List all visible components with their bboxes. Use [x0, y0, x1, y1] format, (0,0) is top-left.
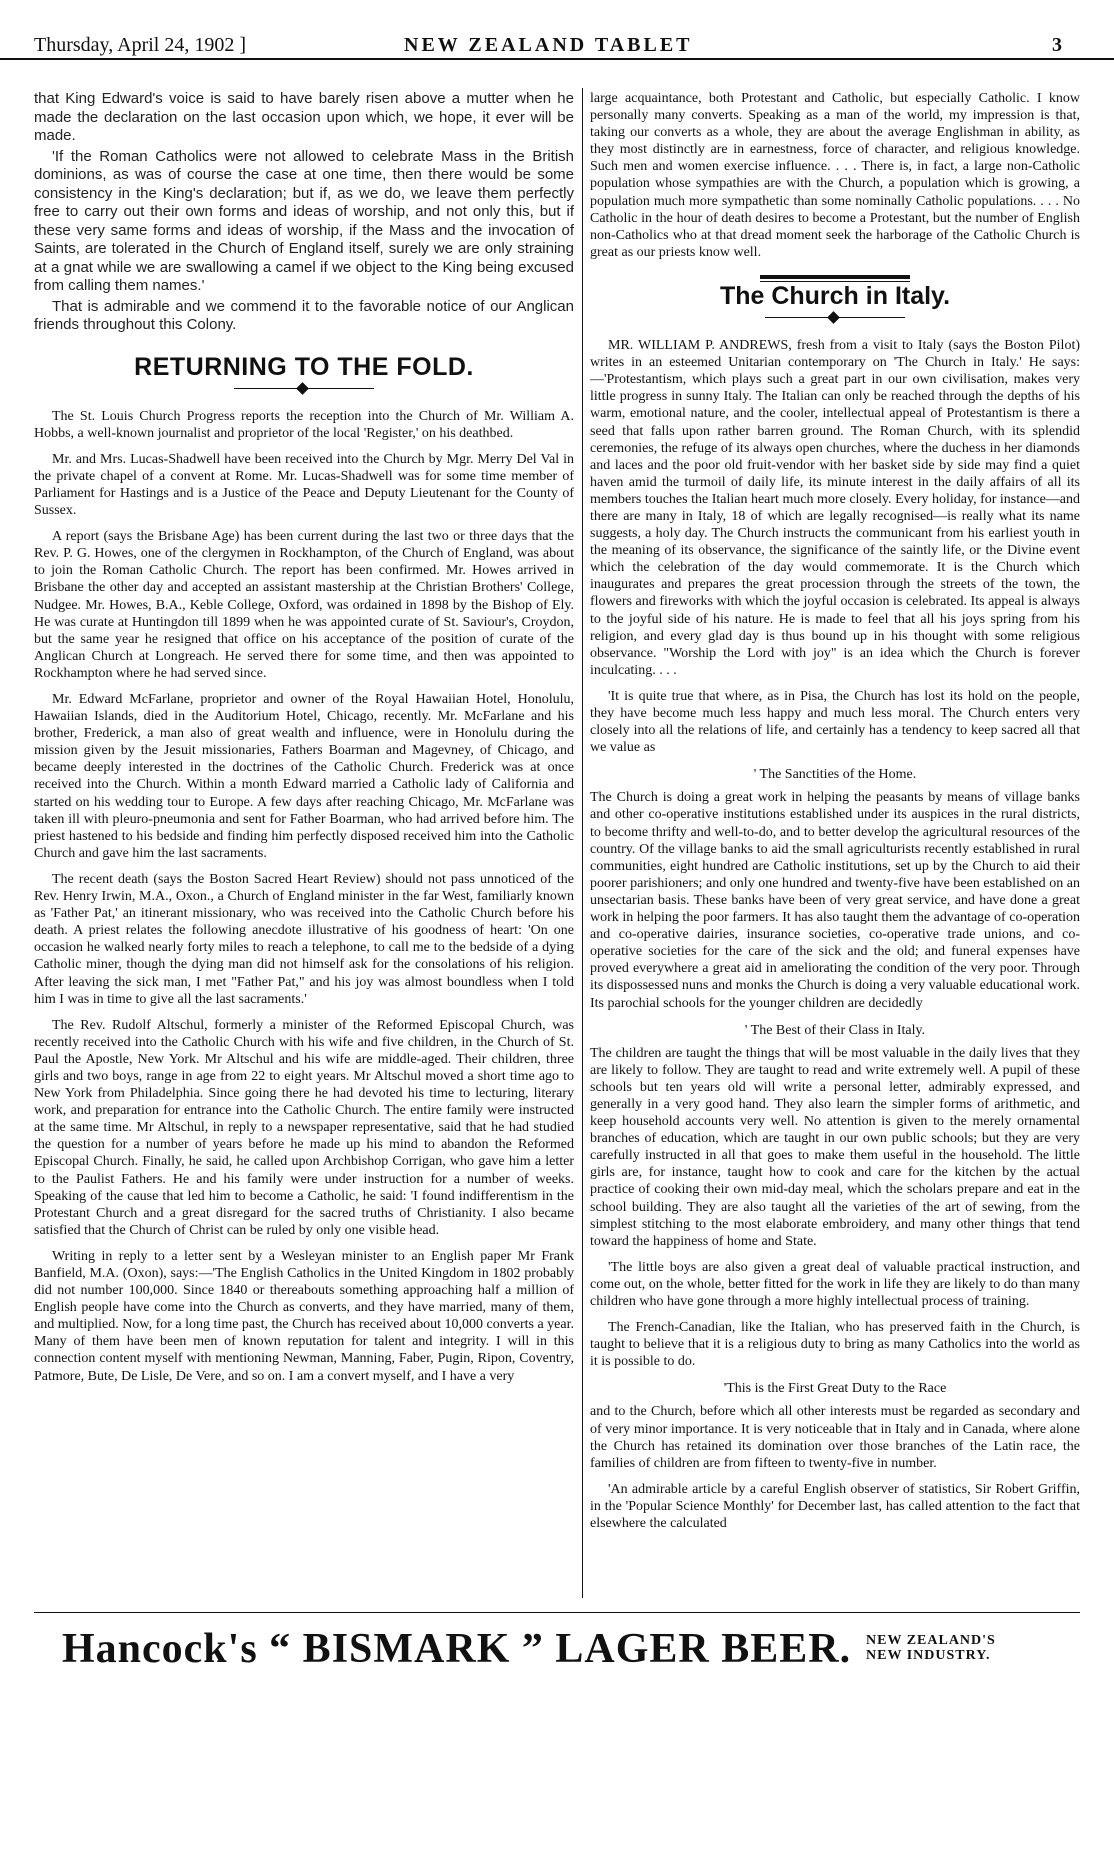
- continued-paragraph: large acquaintance, both Protestant and Catholic, but especially Catholic. I know personally many converts. Speaking as a man of the world, my impression is that, taking our converts as a whole, they are about the average Englishman in ability, as they most distinctly are in earnestness, force of character, and religious knowledge. Such men and women exercise influence. . . . There is, in fact, a large non-Catholic population whose sympathies are with the Church, a population which is growing, a population much more sympathetic than some nominally Catholic populations. . . . No Catholic in the hour of death desires to become a Protestant, but the number of English non-Catholics who at that dread moment seek the harborage of the Catholic Church is great as our priests know well.: [590, 91, 1080, 260]
- newspaper-title: NEW ZEALAND TABLET: [404, 34, 693, 56]
- article-paragraph: 'The little boys are also given a great deal of valuable practical instruction, and come out, on the whole, better fitted for the work in life they are likely to do than many children who have gone through a more highly intellectual process of training.: [590, 1259, 1080, 1309]
- article-heading-church-italy: The Church in Italy.: [719, 281, 951, 310]
- article-paragraph: MR. WILLIAM P. ANDREWS, fresh from a visit to Italy (says the Boston Pilot) writes in an esteemed Unitarian contemporary on 'The Church in Italy.' He says:—'Protestantism, which plays such a great part in our own civilisation, makes very little progress in sunny Italy. The Italian can only be reached through the depths of his warm, emotional nature, and the cooler, intellectual appeal of Protestantism is there a seed that falls upon rather barren ground. The Roman Church, with its splendid ceremonies, the refuge of its always open churches, where the duchess in her diamonds and laces and the poor old fruit-vendor with her basket side by side may find a quiet haven amid the turmoil of daily life, its minute interest in the daily affairs of all its members touches the Italian heart much more closely. Every holiday, for instance—and there are many in Italy, 18 of which are legally recognised—is really what its name suggests, a holy day. The Church instructs the communicant from his earliest youth in the meaning of its observance, the significance of the saintly life, or the Divine event which the celebration of the day would commemorate. It is the Church which inaugurates and prepares the great procession through the streets of the town, the flowers and fireworks with which the joyful occasion is celebrated. Its appeal is always to the joyful side of his nature. He is made to feel that all his joys spring from his religion, and every glad day is thus bound up in his thought with some religious observance. "Worship the Lord with joy" is an idea which the Church is forever inculcating. . . .: [590, 338, 1080, 678]
- advertisement-note-line: NEW ZEALAND'S: [866, 1633, 996, 1648]
- article-subhead: ' The Sanctities of the Home.: [753, 767, 917, 783]
- article-heading-returning: RETURNING TO THE FOLD.: [134, 352, 474, 381]
- article-paragraph: The St. Louis Church Progress reports the reception into the Church of Mr. William A. Hobbs, a well-known journalist and proprietor of the local 'Register,' on his deathbed.: [34, 408, 574, 441]
- article-paragraph: The French-Canadian, like the Italian, who has preserved faith in the Church, is taught to believe that it is a religious duty to bring as many Catholics into the world as it is possible to do.: [590, 1320, 1080, 1370]
- leadin-paragraph: That is admirable and we commend it to the favorable notice of our Anglican friends throughout this Colony.: [34, 297, 574, 333]
- article-paragraph: The recent death (says the Boston Sacred Heart Review) should not pass unnoticed of the Rev. Henry Irwin, M.A., Oxon., a Church of England minister in the far West, familiarly known as 'Father Pat,' an itinerant missionary, who was received into the Catholic Church before his death. A priest relates the following anecdote illustrative of his goodness of heart: 'On one occasion he walked nearly forty miles to reach a telephone, to call me to the bedside of a dying Catholic miner, though the dying man did not himself ask for the consolations of his religion. After leaving the sick man, I met "Father Pat," and his joy was almost boundless when I told him I was in time to give all the last sacraments.': [34, 871, 574, 1007]
- article-paragraph: Mr. Edward McFarlane, proprietor and owner of the Royal Hawaiian Hotel, Honolulu, Hawaiian Islands, died in the Auditorium Hotel, Chicago, recently. Mr. McFarlane and his brother, Frederick, a man also of great wealth and influence, were in Honolulu during the mission given by the Jesuit missionaries, Fathers Boarman and Magevney, of Chicago, and became deeply interested in the doctrines of the Catholic Church. Frederick was at once received into the Church. Within a month Edward married a Catholic lady of California and started on his wedding tour to Europe. A few days after reaching Chicago, Mr. McFarlane was taken ill with pleuro-pneumonia and sent for Father Boarman, who had arrived before him. The priest hastened to his bedside and finding him perfectly disposed received him into the Catholic Church and gave him the last sacraments.: [34, 692, 574, 861]
- article-paragraph: Writing in reply to a letter sent by a Wesleyan minister to an English paper Mr Frank Banfield, M.A. (Oxon), says:—'The English Catholics in the United Kingdom in 1802 probably did not number 100,000. Since 1840 or thereabouts something approaching half a million of English people have come into the Church as converts, and they have married, many of them, and multiplied. Now, for a long time past, the Church has received about 10,000 converts a year. Many of them have been men of known reputation for talent and integrity. I will in this connection content myself with mentioning Newman, Manning, Faber, Pugin, Ripon, Coventry, Patmore, Bute, De Lisle, De Vere, and so on. I am a convert myself, and I have a very: [34, 1248, 574, 1384]
- bismark-beer-advertisement: Hancock's “ BISMARK ” LAGER BEER.: [62, 1626, 852, 1672]
- section-rule: [760, 275, 910, 279]
- article-subhead: ' The Best of their Class in Italy.: [744, 1022, 926, 1038]
- article-paragraph: 'An admirable article by a careful English observer of statistics, Sir Robert Griffin, in the 'Popular Science Monthly' for December last, has called attention to the fact that elsewhere the calculated: [590, 1481, 1080, 1532]
- article-paragraph: The Church is doing a great work in helping the peasants by means of village banks and other co-operative institutions established under its auspices in the rural districts, to become thrifty and well-to-do, and to better develop the agricultural resources of the country. Of the village banks to aid the small agriculturists recently established in rural communities, eight hundred are Catholic institutions, set up by the Church to aid their poorer parishioners; and only one hundred and twenty-five have been established on an unsectarian basis. These banks have been of very great service, and have done a great work in helping the poor farmers. It has also taught them the advantage of co-operation and co-operative dairies, insurance societies, co-operative trade unions, and co-operative societies for the care of the sick and the old; and funeral expenses have proved everywhere a great aid in ameliorating the condition of the very poor. Through its dispossessed nuns and monks the Church is doing a very valuable educational work. Its parochial schools for the younger children are decidedly: [590, 790, 1080, 1011]
- article-subhead: 'This is the First Great Duty to the Race: [723, 1381, 947, 1397]
- advertisement-note-line: NEW INDUSTRY.: [866, 1648, 991, 1663]
- leadin-text: [34, 90, 574, 335]
- article-paragraph: 'It is quite true that where, as in Pisa, the Church has lost its hold on the people, they have become much less happy and much less moral. The Church enters very closely into all the relations of life, and certainly has a tendency to keep sacred all that we value as: [590, 688, 1080, 756]
- article-paragraph: The children are taught the things that will be most valuable in the daily lives that they are likely to follow. They are taught to read and write extremely well. A pupil of these schools but ten years old will write a personal letter, admirably expressed, and generally in a very good hand. They also learn the simpler forms of arithmetic, and keep household accounts very well. No attention is given to the merely ornamental branches of education, which are taught in our own public schools; but they are very carefully instructed in all that goes to make them useful in the household. The little girls are, for instance, taught how to cook and care for the kitchen by the actual practice of cooking their own mid-day meal, which the scholars prepare and eat in the school building. They are also taught all the varieties of the art of sewing, from the simplest stitching to the most elaborate embroidery, and many other things that tend toward the happiness of home and State.: [590, 1045, 1080, 1249]
- issue-date: Thursday, April 24, 1902 ]: [34, 34, 247, 56]
- leadin-paragraph: that King Edward's voice is said to have barely risen above a mutter when he made the declaration on the last occasion upon which, we hope, it ever will be made.: [34, 90, 574, 144]
- article-paragraph: A report (says the Brisbane Age) has been current during the last two or three days that the Rev. P. G. Howes, one of the clergymen in Rockhampton, of the Church of England, was about to join the Roman Catholic Church. The report has been confirmed. Mr. Howes arrived in Brisbane the other day and accepted an assistant mastership at the Christian Brothers' College, Nudgee. Mr. Howes, B.A., Keble College, Oxford, was ordained in 1898 by the Bishop of Ely. He was curate at Huntingdon till 1899 when he was appointed curate of St. Saviour's, Croydon, but the same year he resigned that office on his acceptance of the position of curate of the Anglican Church at Longreach. He served there for some time, and then was appointed to Rockhampton where he had served since.: [34, 529, 574, 681]
- masthead: [0, 0, 1114, 60]
- advertisement-note: [866, 1633, 996, 1663]
- page-number: 3: [1052, 34, 1062, 56]
- left-column: [34, 90, 574, 1600]
- leadin-paragraph: 'If the Roman Catholics were not allowed to celebrate Mass in the British dominions, as was of course the case at one time, then there would be some consistency in the King's declaration; but if, as we do, we leave them perfectly free to carry out their own forms and ideas of worship, and not only this, but if these very same forms and ideas of worship, if the Mass and the invocation of Saints, are tolerated in the Church of England itself, surely we are only straining at a gnat while we are swallowing a camel if we object to the King being excused from calling them names.': [34, 147, 574, 294]
- diamond-ornament-icon: [765, 309, 905, 327]
- article-paragraph: and to the Church, before which all other interests must be regarded as secondary and of very minor importance. It is very noticeable that in Italy and in Canada, where alone the Church has retained its domination over those branches of the Latin race, the families of children are from fifteen to twenty-five in number.: [590, 1404, 1080, 1471]
- column-divider: [582, 88, 583, 1598]
- footer-rule: [34, 1612, 1080, 1613]
- article-paragraph: Mr. and Mrs. Lucas-Shadwell have been received into the Church by Mgr. Merry Del Val in the private chapel of a convent at Rome. Mr. Lucas-Shadwell was for some time member of Parliament for Hastings and is a Justice of the Peace and Deputy Lieutenant for the County of Sussex.: [34, 451, 574, 519]
- article-paragraph: The Rev. Rudolf Altschul, formerly a minister of the Reformed Episcopal Church, was recently received into the Catholic Church with his wife and five children, in the Church of St. Paul the Apostle, New York. Mr Altschul and his wife are middle-aged. Their children, three girls and two boys, range in age from 22 to eight years. Mr Altschul moved a short time ago to New York from Philadelphia. Since going there he had devoted his time to lecturing, literary work, and preparation for entrance into the Catholic Church. The entire family were instructed at the same time. Mr Altschul, in reply to a newspaper representative, said that he had studied the question for a number of years before he made up his mind to abandon the Reformed Episcopal Church. Finally, he said, he called upon Archbishop Corrigan, who gave him a letter to the Paulist Fathers. He and his family were under instruction for a number of weeks. Speaking of the cause that led him to become a Catholic, he said: 'I found indifferentism in the Protestant Church and a great disregard for the sacred truths of Christianity. I also became satisfied that the Church of Christ can be ruled by only one visible head.: [34, 1017, 574, 1238]
- right-column: [590, 90, 1080, 1600]
- diamond-ornament-icon: [234, 380, 374, 398]
